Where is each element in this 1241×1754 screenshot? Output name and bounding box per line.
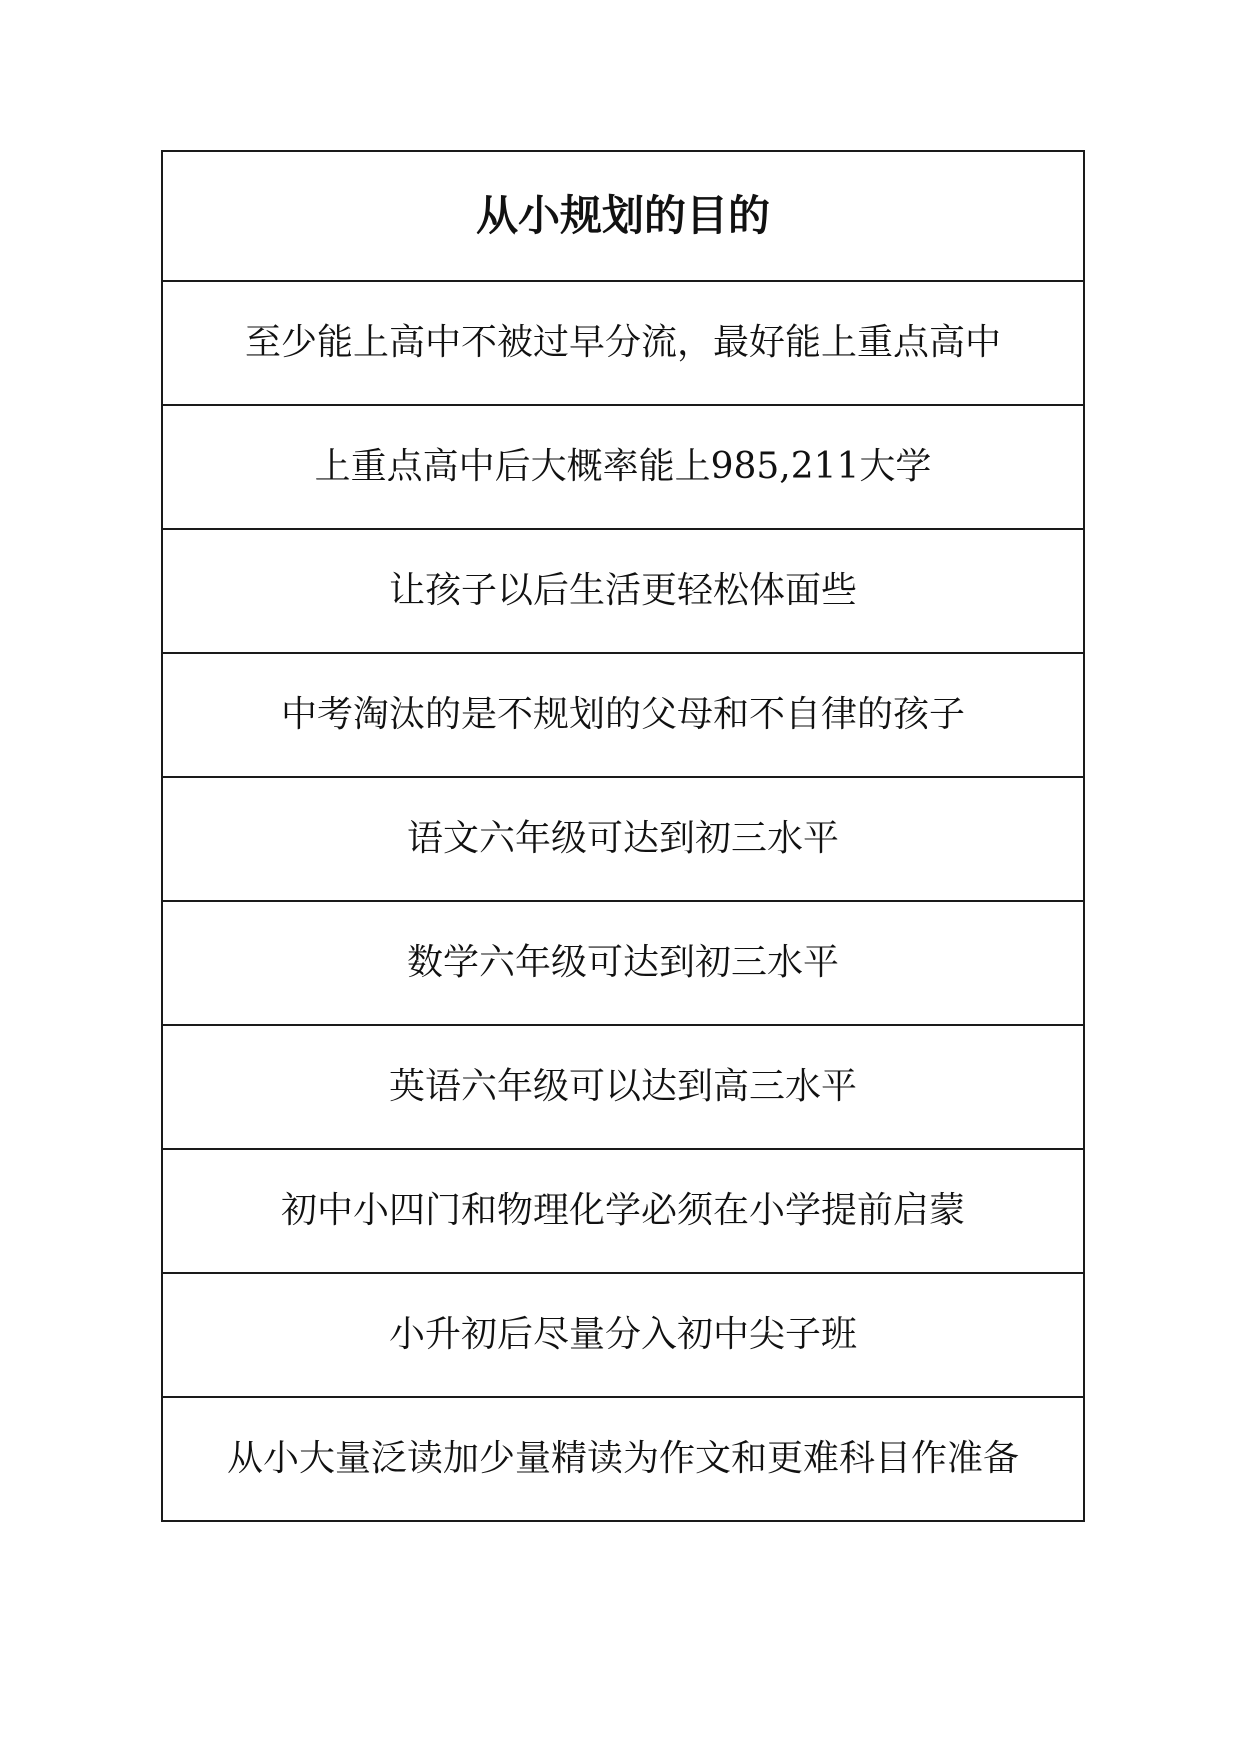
table-cell: 中考淘汰的是不规划的父母和不自律的孩子 [162, 653, 1084, 777]
table-cell: 上重点高中后大概率能上985,211大学 [162, 405, 1084, 529]
table-cell: 至少能上高中不被过早分流，最好能上重点高中 [162, 281, 1084, 405]
goals-table [161, 150, 1085, 1522]
table-row [162, 281, 1084, 405]
table-cell: 数学六年级可达到初三水平 [162, 901, 1084, 1025]
table-header-row [162, 151, 1084, 281]
table-cell: 让孩子以后生活更轻松体面些 [162, 529, 1084, 653]
table-row [162, 1273, 1084, 1397]
table-cell: 从小大量泛读加少量精读为作文和更难科目作准备 [162, 1397, 1084, 1521]
table-row [162, 529, 1084, 653]
table-cell: 小升初后尽量分入初中尖子班 [162, 1273, 1084, 1397]
table-row [162, 405, 1084, 529]
table-title: 从小规划的目的 [162, 151, 1084, 281]
table-row [162, 777, 1084, 901]
table-row [162, 901, 1084, 1025]
table-cell: 初中小四门和物理化学必须在小学提前启蒙 [162, 1149, 1084, 1273]
table-row [162, 653, 1084, 777]
table-row [162, 1397, 1084, 1521]
table-row [162, 1149, 1084, 1273]
table-cell: 语文六年级可达到初三水平 [162, 777, 1084, 901]
table-cell: 英语六年级可以达到高三水平 [162, 1025, 1084, 1149]
table-row [162, 1025, 1084, 1149]
